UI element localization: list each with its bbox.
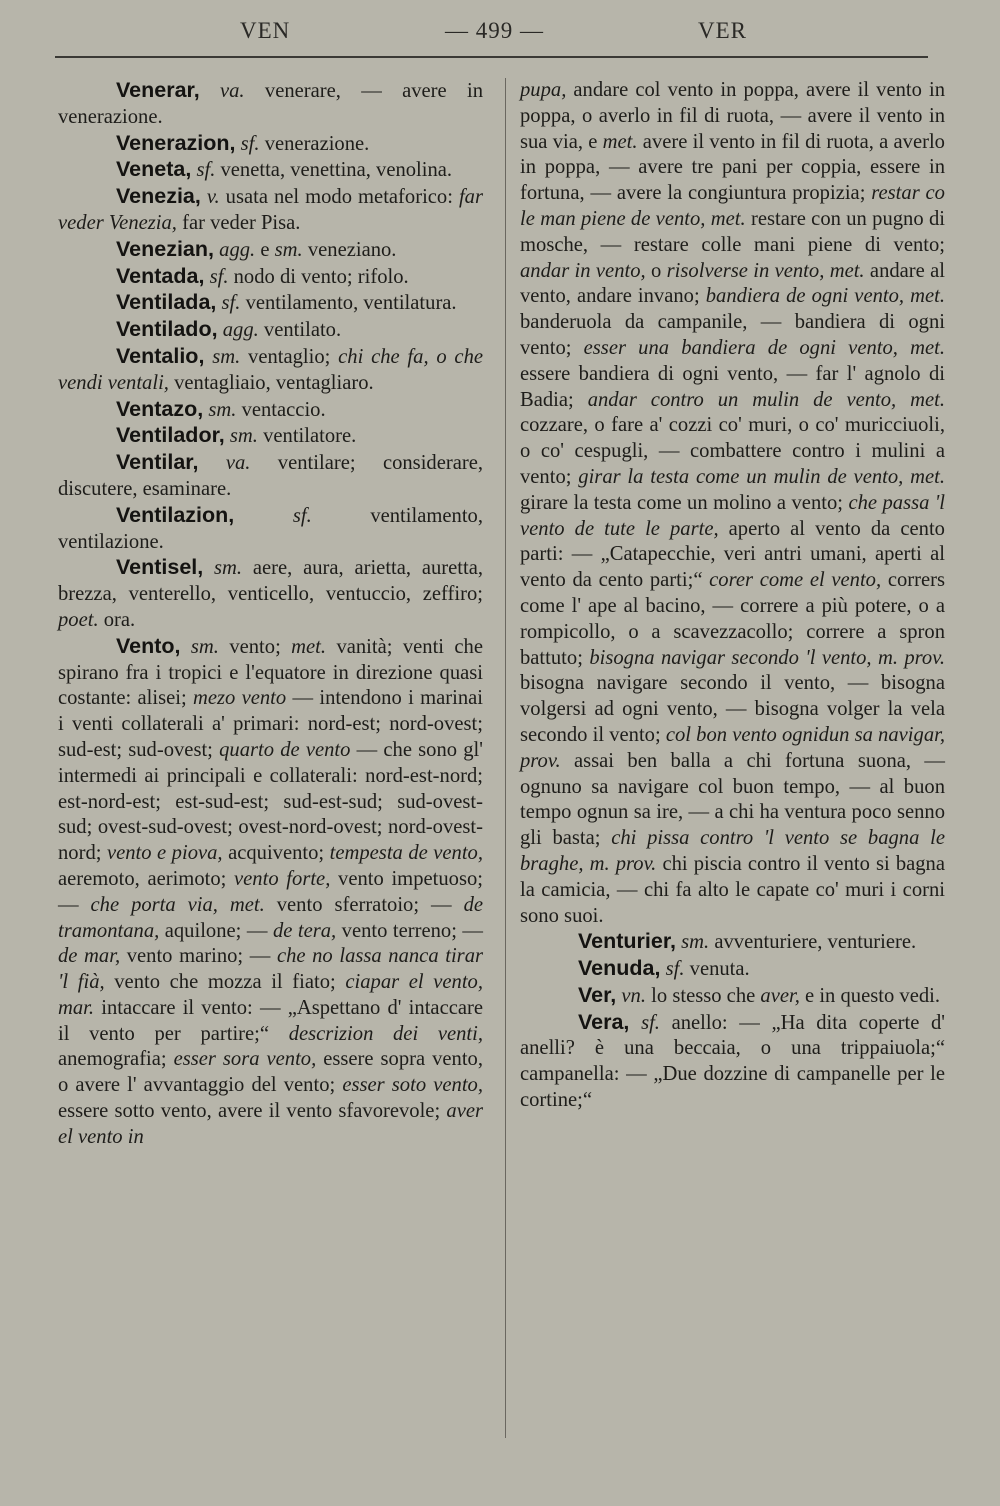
definition-text: ventilamento, ventilatura.	[240, 292, 457, 315]
italic-phrase: vento forte,	[234, 867, 331, 890]
italic-phrase: aver el vento in	[58, 1100, 483, 1148]
definition-text: vento;	[218, 635, 292, 658]
italic-phrase: andar contro un mulin de vento, met.	[587, 388, 945, 411]
definition-text: e	[255, 238, 275, 261]
italic-phrase: col bon vento ognidun sa navigar, prov.	[520, 723, 945, 772]
italic-phrase: esser sora vento,	[173, 1048, 317, 1071]
headword: Ventisel,	[116, 555, 204, 580]
definition-text: vanità; venti che spirano fra i tropici e l'equatore in direzione quasi costante: alisei;	[58, 635, 483, 710]
italic-phrase: poet.	[58, 608, 99, 631]
headword: Ventilar,	[116, 450, 199, 475]
italic-phrase: de tera,	[272, 919, 337, 942]
dictionary-entry	[520, 929, 945, 956]
grammar-label: agg.	[222, 319, 259, 342]
headword: Venezian,	[116, 236, 214, 261]
definition-text: vento marino; —	[120, 945, 277, 968]
italic-phrase: pupa,	[520, 79, 567, 101]
definition-text: vento impetuoso; —	[58, 867, 483, 916]
grammar-label: sf.	[196, 159, 216, 182]
definition-text: venetta, venettina, venolina.	[215, 159, 453, 182]
dictionary-entry	[58, 503, 483, 556]
running-head-right: VER	[698, 18, 747, 43]
grammar-label: va.	[225, 452, 251, 475]
grammar-label: sf.	[641, 1011, 660, 1034]
italic-phrase: andar in vento,	[520, 259, 646, 282]
headword: Ventilado,	[116, 317, 218, 342]
headword: Vera,	[578, 1009, 630, 1034]
headword: Vento,	[116, 633, 181, 658]
right-column	[520, 78, 945, 1114]
definition-text: — che sono gl' intermedi ai principali e collaterali: nord-est-nord; est-nord-est; est-sud-est; sud-est-sud; sud-ovest-sud; ovest-sud-ovest; ovest-nord-ovest; nord-ovest-nord;	[58, 738, 483, 865]
grammar-label: sf.	[221, 292, 241, 315]
dictionary-entry	[520, 983, 945, 1010]
definition-text: cozzare, o fare a' cozzi co' muri, o co' muricciuoli, o co' cespugli, — combattere contro i mulini a vento;	[520, 414, 945, 488]
left-column	[58, 78, 483, 1151]
italic-phrase: che porta via, met.	[90, 893, 265, 916]
italic-phrase: risolverse in vento, met.	[666, 259, 865, 282]
definition-text: assai ben balla a chi fortuna suona, — ognuno sa navigare col buon tempo, — al buon tempo ognun sa ire, — a chi ha ventura poco senno gli basta;	[520, 749, 945, 850]
italic-phrase: sm.	[274, 238, 303, 261]
grammar-label: sm.	[229, 425, 258, 448]
italic-phrase: chi pissa contro 'l vento se bagna le braghe, m. prov.	[520, 827, 945, 875]
definition-text: aeremoto, aerimoto;	[58, 867, 235, 890]
definition-text: nodo di vento; rifolo.	[228, 265, 409, 288]
dictionary-entry	[58, 184, 483, 237]
definition-text: banderuola da campanile, — bandiera di ogni vento;	[520, 311, 945, 359]
grammar-label: sm.	[212, 345, 241, 368]
headword: Ventilador,	[116, 423, 225, 448]
definition-text: ventilato.	[258, 319, 342, 342]
column-divider	[505, 78, 506, 1438]
headword: Ventazo,	[116, 396, 204, 421]
definition-text: essere sotto vento, avere il vento sfavorevole;	[58, 1100, 447, 1123]
italic-phrase: aver,	[760, 984, 800, 1007]
italic-phrase: che passa 'l vento de tute le parte,	[520, 491, 945, 540]
definition-text: bisogna navigare secondo il vento, — bisogna volgersi ad ogni vento, — bisogna volger la vela secondo il vento;	[520, 672, 945, 746]
entry-vento-continued	[520, 78, 945, 929]
definition-text: far veder Pisa.	[176, 211, 301, 234]
definition-text: usata nel modo metaforico:	[219, 186, 459, 209]
definition-text: venerare, — avere in venerazione.	[58, 80, 483, 128]
italic-phrase: bisogna navigar secondo 'l vento, m. prov.	[589, 646, 945, 669]
dictionary-entry	[58, 317, 483, 344]
italic-phrase: far veder Venezia,	[58, 186, 483, 234]
italic-phrase: chi che fa, o che vendi ventali,	[58, 345, 484, 394]
headword: Ventilada,	[116, 290, 217, 315]
definition-text: ventaccio.	[236, 398, 326, 421]
grammar-label: sm.	[681, 931, 710, 954]
italic-phrase: descrizion dei venti,	[288, 1022, 483, 1045]
definition-text: aere, aura, arietta, auretta, brezza, venterello, venticello, ventuccio, zeffiro;	[58, 557, 483, 606]
definition-text: veneziano.	[302, 238, 397, 261]
italic-phrase: de tramontana,	[58, 893, 483, 942]
grammar-label: sf.	[292, 504, 312, 527]
dictionary-entry	[520, 956, 945, 983]
running-head-left: VEN	[240, 18, 291, 43]
definition-text: chi piscia contro il vento si bagna la camicia, — chi fa alto le capate co' muri i corni sono suoi.	[520, 852, 945, 927]
dictionary-entry	[58, 555, 483, 633]
definition-text: aquilone; —	[159, 919, 273, 942]
dictionary-entry	[58, 131, 483, 158]
headword: Venturier,	[578, 929, 676, 954]
definition-text: andare al vento, andare invano;	[520, 259, 946, 308]
definition-text: vento terreno; —	[336, 919, 483, 942]
dictionary-entry	[58, 450, 483, 503]
definition-text: anemografia;	[58, 1048, 174, 1071]
italic-phrase: girar la testa come un mulin de vento, met.	[578, 465, 945, 488]
definition-text: venerazione.	[259, 132, 370, 155]
definition-text: essere bandiera di ogni vento, — far l' agnolo di Badia;	[520, 362, 945, 411]
italic-phrase: met.	[602, 130, 638, 153]
headword: Ventilazion,	[116, 502, 235, 527]
dictionary-entry	[58, 344, 483, 397]
definition-text: avere il vento in fil di ruota, a averlo in poppa, — avere tre pani per coppia, essere in fortuna, — avere la congiuntura propizia;	[520, 130, 945, 205]
definition-text: girare la testa come un molino a vento;	[520, 491, 849, 514]
dictionary-entry	[58, 423, 483, 450]
grammar-label: sm.	[214, 557, 243, 580]
italic-phrase: de mar,	[58, 945, 121, 968]
definition-text: anello: — „Ha dita coperte d' anelli? è una beccaia, o una trippaiuola;“ campanella: — „Due dozzine di campanelle per le cortine;“	[520, 1011, 945, 1112]
entry-vento	[58, 634, 483, 1151]
definition-text: andare col vento in poppa, avere il vento in poppa, o averlo in fil di ruota, — avere il vento in sua via, e	[520, 79, 945, 153]
italic-phrase: tempesta de vento,	[329, 842, 484, 865]
definition-text: vento sferratoio; —	[264, 893, 464, 916]
italic-phrase: vento e piova,	[106, 842, 223, 865]
definition-text: aperto al vento da cento parti: — „Catapecchie, veri antri umani, aperti al vento da cento parti;“	[520, 517, 945, 592]
definition-text: ventilamento, ventilazione.	[58, 504, 483, 553]
dictionary-entry	[520, 1010, 945, 1114]
definition-text: corrers come l' ape al bacino, — correre a più potere, o a rompicollo, o a scavezzacollo; correre a spron battuto;	[520, 569, 945, 669]
definition-text: ventilatore.	[257, 425, 357, 448]
italic-phrase: che no lassa nanca tirar 'l fià,	[58, 945, 483, 994]
headword: Veneta,	[116, 157, 192, 182]
headword: Venerazion,	[116, 130, 236, 155]
definition-text: vento che mozza il fiato;	[104, 971, 346, 994]
italic-phrase: esser soto vento,	[342, 1074, 483, 1097]
headword: Ventalio,	[116, 343, 205, 368]
italic-phrase: restar co le man piene de vento, met.	[520, 182, 945, 230]
definition-text: essere sopra vento, o avere l' avvantaggio del vento;	[58, 1048, 483, 1097]
italic-phrase: corer come el vento,	[709, 569, 882, 592]
definition-text: acquivento;	[222, 842, 330, 865]
headword: Ver,	[578, 982, 617, 1007]
definition-text: restare con un pugno di mosche, — restare colle mani piene di vento;	[520, 207, 945, 256]
definition-text: ventagliaio, ventagliaro.	[168, 371, 374, 394]
italic-phrase: ciapar el vento, mar.	[58, 971, 483, 1019]
italic-phrase: met.	[291, 635, 327, 658]
definition-text: ventaglio;	[240, 345, 339, 368]
definition-text: avventuriere, venturiere.	[709, 931, 917, 954]
italic-phrase: mezo vento	[192, 687, 287, 710]
dictionary-entry	[58, 78, 483, 131]
grammar-label: sf.	[209, 265, 229, 288]
header-rule	[55, 56, 928, 58]
italic-phrase: esser una bandiera de ogni vento, met.	[583, 336, 945, 359]
definition-text: lo stesso che	[646, 984, 761, 1007]
dictionary-entry	[58, 237, 483, 264]
grammar-label: v.	[206, 186, 220, 209]
dictionary-entry	[58, 157, 483, 184]
headword: Ventada,	[116, 263, 205, 288]
definition-text: o	[645, 259, 667, 282]
grammar-label: sf.	[240, 132, 260, 155]
headword: Venerar,	[116, 78, 200, 102]
grammar-label: sm.	[208, 398, 237, 421]
grammar-label: sf.	[665, 958, 685, 981]
grammar-label: agg.	[219, 238, 256, 261]
definition-text: ora.	[98, 608, 136, 631]
definition-text: — intendono i marinai i venti collaterali a' primari: nord-est; nord-ovest; sud-est; sud-ovest;	[58, 687, 483, 761]
grammar-label: va.	[220, 80, 245, 102]
italic-phrase: quarto de vento	[219, 738, 351, 761]
grammar-label: vn.	[621, 984, 647, 1007]
italic-phrase: sm.	[190, 635, 219, 658]
italic-phrase: bandiera de ogni vento, met.	[705, 285, 945, 308]
definition-text: ventilare; considerare, discutere, esaminare.	[58, 452, 483, 500]
dictionary-entry	[58, 264, 483, 291]
definition-text: e in questo vedi.	[799, 984, 941, 1007]
dictionary-entry	[58, 290, 483, 317]
headword: Venezia,	[116, 184, 201, 209]
definition-text: venuta.	[684, 958, 750, 981]
definition-text: intaccare il vento: — „Aspettano d' intaccare il vento per partire;“	[58, 996, 483, 1045]
page-number: — 499 —	[445, 18, 544, 43]
dictionary-entry	[58, 397, 483, 424]
headword: Venuda,	[578, 956, 661, 981]
